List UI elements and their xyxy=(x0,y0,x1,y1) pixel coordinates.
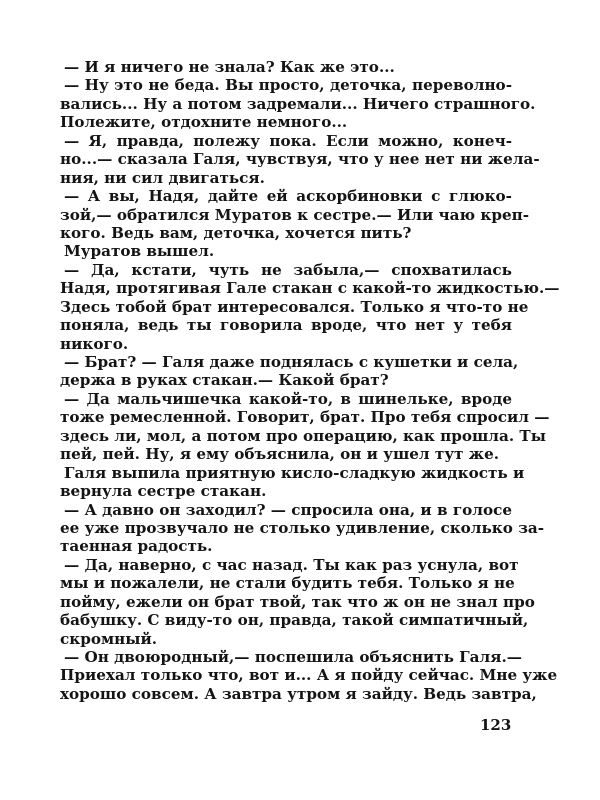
text-line: никого. xyxy=(60,334,129,353)
text-line: бабушку. С виду-то он, правда, такой симпатичный, xyxy=(60,611,529,630)
text-line: таенная радость. xyxy=(60,537,213,556)
text-line: вались... Ну а потом задремали... Ничего страшного. xyxy=(60,94,536,113)
text-line: — Он двоюродный,— поспешила объяснить Галя.— xyxy=(64,648,522,666)
text-line: — Да мальчишечка какой-то, в шинельке, вроде xyxy=(64,389,512,408)
text-line: — А вы, Надя, дайте ей аскорбиновки с глюко- xyxy=(64,187,512,206)
text-line: — Я, правда, полежу пока. Если можно, конеч- xyxy=(64,131,512,150)
text-line: мы и пожалели, не стали будить тебя. Только я не xyxy=(60,574,515,593)
text-line: Муратов вышел. xyxy=(64,242,215,261)
text-line: кого. Ведь вам, деточка, хочется пить? xyxy=(60,223,412,242)
text-line: но...— сказала Галя, чувствуя, что у нее нет ни жела- xyxy=(60,150,540,169)
text-line: Здесь тобой брат интересовался. Только я что-то не xyxy=(60,297,529,316)
body-text xyxy=(60,58,560,703)
text-line: — Брат? — Галя даже поднялась с кушетки и села, xyxy=(64,353,519,371)
text-line: Надя, протягивая Гале стакан с какой-то жидкостью.— xyxy=(60,279,560,298)
text-line: поняла, ведь ты говорила вроде, что нет у тебя xyxy=(60,316,512,335)
text-line: зой,— обратился Муратов к сестре.— Или чаю креп- xyxy=(60,205,530,224)
text-line: — И я ничего не знала? Как же это... xyxy=(64,58,395,76)
text-line: держа в руках стакан.— Какой брат? xyxy=(60,371,389,390)
text-line: здесь ли, мол, а потом про операцию, как прошла. Ты xyxy=(60,426,546,445)
text-line: ния, ни сил двигаться. xyxy=(60,168,265,187)
page-number: 123 xyxy=(480,716,512,734)
text-line: тоже ремесленной. Говорит, брат. Про тебя спросил — xyxy=(60,408,550,427)
text-line: пойму, ежели он брат твой, так что ж он не знал про xyxy=(60,592,535,611)
text-line: — А давно он заходил? — спросила она, и в голосе xyxy=(64,500,512,519)
text-line: ее уже прозвучало не столько удивление, сколько за- xyxy=(60,518,545,537)
text-line: пей, пей. Ну, я ему объяснила, он и ушел тут же. xyxy=(60,445,500,464)
text-line: — Да, наверно, с час назад. Ты как раз уснула, вот xyxy=(64,555,519,574)
text-line: Полежите, отдохните немного... xyxy=(60,113,348,132)
text-line: скромный. xyxy=(60,629,158,648)
text-line: — Ну это не беда. Вы просто, деточка, переволно- xyxy=(64,76,512,95)
text-line: Галя выпила приятную кисло-сладкую жидкость и xyxy=(64,463,525,482)
text-line: хорошо совсем. А завтра утром я зайду. Ведь завтра, xyxy=(60,684,537,703)
text-line: вернула сестре стакан. xyxy=(60,482,267,501)
text-line: Приехал только что, вот и... А я пойду сейчас. Мне уже xyxy=(60,666,558,685)
text-line: — Да, кстати, чуть не забыла,— спохватилась xyxy=(64,260,512,279)
